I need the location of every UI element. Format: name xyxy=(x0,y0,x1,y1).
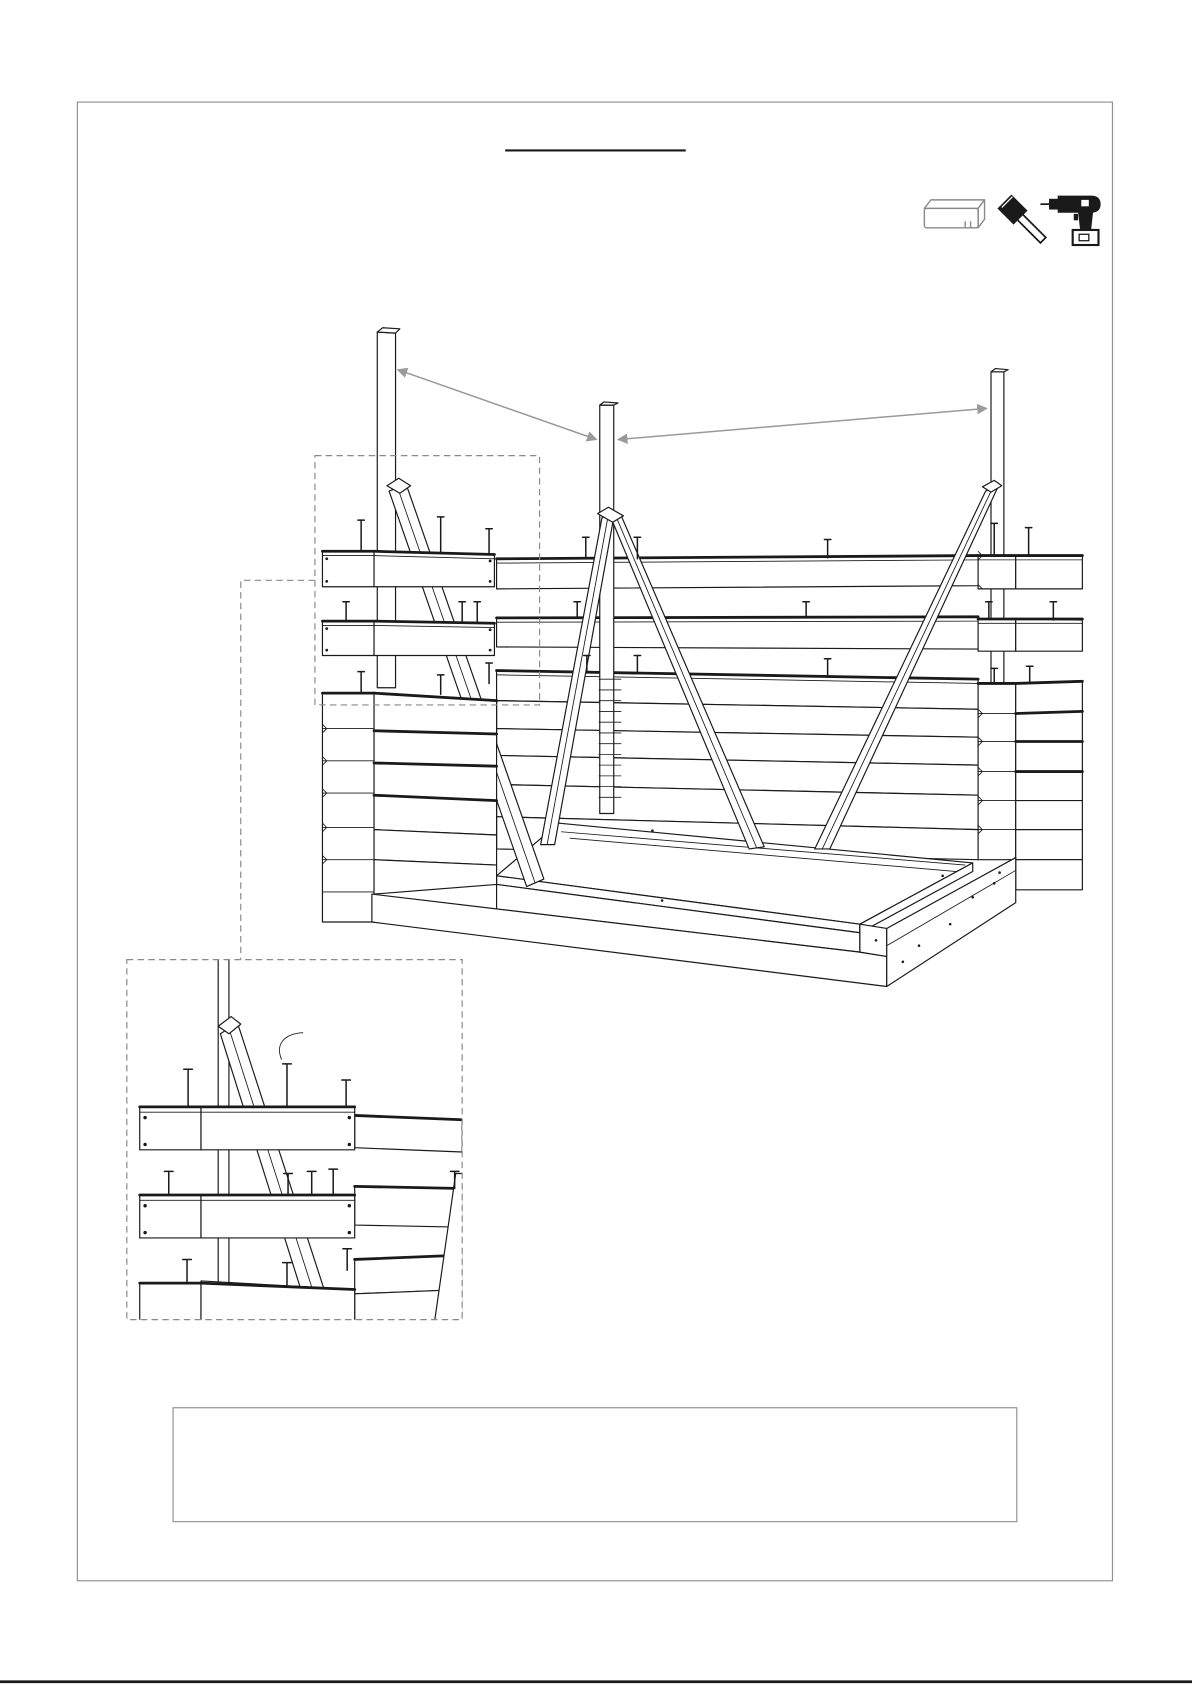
spacing-arrow-left xyxy=(398,370,597,440)
left-wall-board xyxy=(374,830,497,865)
base-corner-block xyxy=(860,924,887,956)
screw xyxy=(342,1080,351,1107)
detail-back-board xyxy=(355,1186,462,1227)
screw xyxy=(343,1249,352,1270)
screw xyxy=(1050,602,1056,620)
screw xyxy=(329,1169,338,1195)
right-wall-board xyxy=(1016,830,1083,860)
cordless-drill-icon xyxy=(1040,196,1100,245)
screw xyxy=(164,1171,173,1195)
spacing-arrow-right xyxy=(618,408,987,439)
detail-connector-line xyxy=(241,580,315,959)
screw xyxy=(183,1259,192,1283)
detail-new-board xyxy=(140,1195,355,1238)
detail-brace xyxy=(218,1017,335,1324)
detail-zoom-view xyxy=(127,946,467,1324)
right-wall-end-column xyxy=(978,683,1016,859)
screw xyxy=(459,602,465,622)
left-wall-new-board xyxy=(322,551,494,586)
screw xyxy=(824,539,830,557)
left-wall-board xyxy=(374,860,497,894)
screw xyxy=(583,537,589,558)
screw xyxy=(486,663,492,683)
right-wall-new-board xyxy=(978,619,1082,651)
screw xyxy=(358,520,364,551)
main-assembly-illustration xyxy=(241,328,1083,987)
right-wall-board xyxy=(1016,860,1083,890)
right-wall-new-board xyxy=(978,551,1082,589)
detail-wall-board xyxy=(140,1281,355,1324)
right-wall-board xyxy=(1016,741,1083,771)
screw xyxy=(437,517,443,552)
left-wall-new-board xyxy=(322,621,494,655)
screw xyxy=(437,675,443,694)
screw xyxy=(803,602,809,618)
detail-new-board xyxy=(140,1107,355,1150)
screw xyxy=(184,1069,193,1107)
screw xyxy=(634,656,640,674)
detail-back-board xyxy=(355,1115,462,1152)
screw xyxy=(283,1263,292,1286)
screw xyxy=(1026,666,1032,682)
right-wall-board xyxy=(1016,711,1083,741)
screw xyxy=(824,659,830,677)
notes-box xyxy=(173,1408,1017,1522)
screw xyxy=(343,602,349,621)
screw xyxy=(358,672,364,693)
screw xyxy=(1025,528,1031,556)
screw xyxy=(307,1171,316,1195)
screw xyxy=(474,602,480,622)
left-wall-end-column xyxy=(322,693,374,922)
screw xyxy=(283,1064,292,1107)
left-wall-board xyxy=(374,731,497,766)
screw xyxy=(486,529,492,554)
right-wall-board xyxy=(1016,681,1083,713)
right-wall-board xyxy=(1016,801,1083,830)
mallet-icon xyxy=(997,195,1045,243)
left-wall xyxy=(322,551,496,922)
right-wall-board xyxy=(1016,772,1083,801)
screw xyxy=(574,602,580,618)
tools-row xyxy=(924,195,1100,246)
detail-callout-line xyxy=(279,1033,303,1060)
wood-block-icon xyxy=(924,200,984,228)
